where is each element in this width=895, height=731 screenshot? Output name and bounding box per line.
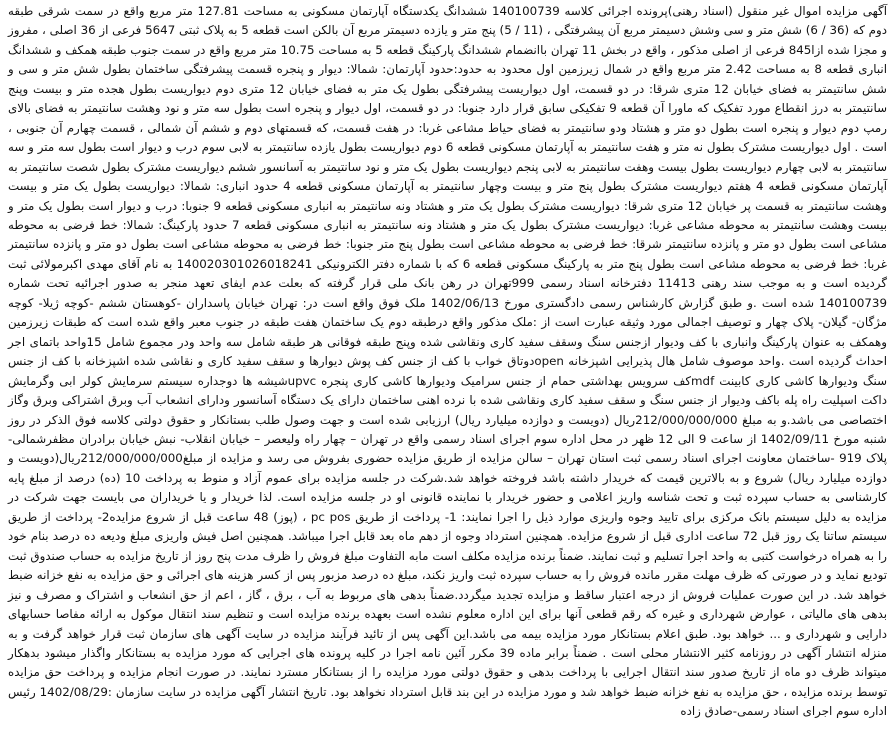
notice-body-text: آگهی مزایده اموال غیر منقول (اسناد رهنی)پرونده اجرائی کلاسه 140100739 ششدانگ یکدستگاه آپارتمان مسکونی به مساحت 127.81 متر مربع واقع در سمت شرقی طبقه دوم که (36 / 6) شش متر و سی وشش دسیمتر مربع آن پیشرفتگی ، (11 / 5) پنج متر و یازده دسیمتر مربع آن بالکن است قطعه 5 به پلاک ثبتی 5647 فرعی از 36 اصلی ، مفروز و مجزا شده ازا845 فرعی از اصلی مذکور ، واقع در بخش 11 تهران باانضمام ششدانگ پارکینگ قطعه 5 به مساحت 10.75 متر مربع واقع در سمت جنوب طبقه همکف و ششدانگ انباری قطعه 8 به مساحت 2.42 متر مربع واقع در شمال زیرزمین اول محدود به حدود:حدود آپارتمان: شمالا: دیوار و پنجره قسمت پیشرفتگی ساختمان بطول شش متر و سی و شش سانتیمتر به فضای خیابان 12 متری شرقا: در دو قسمت، اول دیواریست پیشرفتگی بطول یک متر به فضای خیابان 12 متری دوم دیواریست بطول هجده متر و بیست وپنج سانتیمتر به درز انقطاع مورد تفکیک که ماورا آن قطعه 9 تفکیکی سابق قرار دارد جنوبا: در دو قسمت، اول دیوار و پنجره است بطول سه متر و نود وهشت سانتیمتر به فضای بالای رمپ دوم دیوار و پنجره است بطول دو متر و هشتاد ودو سانتیمتر به فضای حیاط مشاعی غربا: در هفت قسمت، که قسمتهای دوم و ششم آن شمالی ، قسمت چهارم آن جنوبی ، است . اول دیواریست مشترک بطول نه متر و هفت سانتیمتر به آپارتمان مسکونی قطعه 6 دوم دیواریست بطول یازده سانتیمتر به لابی سوم درب و دیوار است بطول سه متر و سه سانتیمتر به لابی چهارم دیواریست بطول بیست وهفت سانتیمتر به لابی پنجم دیواریست بطول یک متر و نود سانتیمتر به آسانسور ششم دیواریست مشترک بطول شصت سانتیمتر به آپارتمان مسکونی قطعه 4 هفتم دیواریست مشترک بطول پنج متر و بیست وچهار سانتیمتر به آپارتمان مسکونی قطعه 4 حدود انباری: شمالا: دیواریست بطول یک متر و بیست وهشت سانتیمتر به قسمت پر خیابان 12 متری شرقا: دیواریست مشترک بطول یک متر و هشتاد ونه سانتیمتر به انباری مسکونی قطعه 9 جنوبا: درب و دیوار است بطول یک متر و بیست وهشت سانتیمتر به محوطه مشاعی غربا: دیواریست مشترک بطول یک متر و هشتاد ونه سانتیمتر به انباری مسکونی قطعه 7 حدود پارکینگ: شمالا: خط فرضی به محوطه مشاعی است بطول دو متر و پانزده سانتیمتر شرقا: خط فرضی به محوطه مشاعی است بطول پنج متر جنوبا: خط فرضی به محوطه مشاعی است بطول دو متر و پانزده سانتیمتر غربا: خط فرضی به محوطه مشاعی است بطول پنج متر به پارکینگ مسکونی قطعه 6 که با شماره دفتر الکترونیکی 140020301026018241 به نام آقای مهدی اکبرمولائی ثبت گردیده است و به موجب سند رهنی 11413 دفترخانه اسناد رسمی 999تهران در رهن بانک ملی قرار گرفته که بعلت عدم ایفای تعهد منجر به صدور اجرائیه تحت شماره 140100739 شده است .و طبق گزارش کارشناس رسمی دادگستری مورخ 1402/06/13 ملک فوق واقع است در: تهران خیابان پاسداران -کوهستان ششم -کوچه ژیلا- کوچه مژگان- گیلان- پلاک چهار و توصیف اجمالی مورد وثیقه عبارت است از :ملک مذکور واقع درطبقه دوم یک ساختمان هفت طبقه در جنوب معبر واقع شده است که طبقات زیرزمین وهمکف به عنوان پارکینگ وانباری با کف ودیوار ازجنس سنگ وسقف سفید کاری ونقاشی شده وپنج طبقه فوقانی هر طبقه شامل سه واحد ودر مجموع شامل 15واحد باتمای اجر احداث گردیده است .واحد موصوف شامل هال پذیرایی اشپزخانه openدوتاق خواب با کف از جنس کف پوش دیوارها و سقف سفید کاری و نقاشی شده اشپزخانه با کف از جنس سنگ ودیوارها کاشی کاری کابینت mdfکف سرویس بهداشتی حمام از جنس سرامیک ودیوارها کاشی کاری پنجره upvcشیشه ها دوجداره سیستم سرمایش کولر ابی وگرمایش داکت اسپلیت راه پله باکف ودیوار از جنس سنگ و سقف سفید کاری ونقاشی شده با نرده اهنی ساختمان دارای یک دستگاه آسانسور ودارای انشعاب آب وبرق اشتراکی وبرق وگاز اختصاصی می باشد.و به مبلغ 212/000/000/000ریال (دویست و دوازده میلیارد ریال) ارزیابی شده است و جهت وصول طلب بستانکار و حقوق دولتی کلاسه فوق الذکر در روز شنبه مورخ 1402/09/11 از ساعت 9 الی 12 ظهر در محل اداره سوم اجرای اسناد رسمی واقع در تهران – چهار راه ولیعصر – خیابان انقلاب- نبش خیابان برادران مظفرشمالی- پلاک 919 -ساختمان معاونت اجرای اسناد رسمی ثبت استان تهران – سالن مزایده از طریق مزایده حضوری بفروش می رسد و مزایده از مبلغ212/000/000/000ریال(دویست و دوازده میلیارد ریال) شروع و به بالاترین قیمت که خریدار داشته باشد فروخته خواهد شد.شرکت در جلسه مزایده برای عموم آزاد و منوط به پرداخت 10 (ده) درصد از مبلغ پایه کارشناسی به حساب سپرده ثبت و تحت شناسه واریز اعلامی و حضور خریدار با نماینده قانونی او در جلسه مزایده است. لذا خریدار و یا خریداران می بایست جهت شرکت در مزایده به دلیل سیستم بانک مرکزی برای تایید وجوه واریزی موارد ذیل را اجرا نمایند: 1- پرداخت از طریق pc pos ، (پوز) 48 ساعت قبل از شروع مزایده2- پرداخت از طریق سیستم ساتنا یک روز قبل 72 ساعت اداری قبل از شروع مزایده. همچنین استرداد وجوه از دهم ماه بعد قابل اجرا میباشد. همچنین اصل فیش واریزی مبلغ ودیعه ده درصد بنام خود را به همراه درخواست کتبی به واحد اجرا تسلیم و ثبت نمایند. ضمناً برنده مزایده مکلف است مابه التفاوت مبلغ فروش را ظرف مدت پنج روز از تاریخ مزایده به حساب صندوق ثبت تودیع نماید و در صورتی که ظرف مهلت مقرر مانده فروش را به حساب سپرده ثبت واریز نکند، مبلغ ده درصد مزبور پس از کسر هزینه های اجرائی و حق مزایده به نفع خزانه ضبط خواهد شد. در این صورت عملیات فروش از درجه اعتبار ساقط و مزایده تجدید میگردد.ضمناً بدهی های مربوط به آب ، برق ، گاز ، اعم از حق انشعاب و اشتراک و مصرف و نیز بدهی های مالیاتی ، عوارض شهرداری و غیره که رقم قطعی آنها برای این اداره معلوم نشده است بعهده برنده مزایده است و تنظیم سند انتقال موکول به ارائه مفاصا حسابهای دارایی و شهرداری و ... خواهد بود. طبق اعلام بستانکار مورد مزایده بیمه می باشد.این آگهی پس از تائید فرآیند مزایده در سایت آگهی های سازمان ثبت قرار خواهد گرفت و به منزله انتشار آگهی در روزنامه کثیر الانتشار محلی است . ضمناً برابر ماده 39 مکرر آئین نامه اجرا در کلیه پرونده های اجرایی که مورد مزایده به بستانکار واگذار میشود بدهکار میتواند ظرف دو ماه از تاریخ صدور سند انتقال اجرایی با پرداخت بدهی و حقوق دولتی مورد مزایده را از بستانکار مسترد نمایند. در صورت انجام مزایده و پرداخت حق مزایده توسط برنده مزایده ، حق مزایده به نفع خزانه ضبط خواهد شد و مورد مزایده در این بند قابل استرداد نخواهد بود. تاریخ انتشار آگهی مزایده در سایت سازمان :1402/08/29 رئیس اداره سوم اجرای اسناد رسمی-صادق زاده bbox=[7, 4, 888, 719]
